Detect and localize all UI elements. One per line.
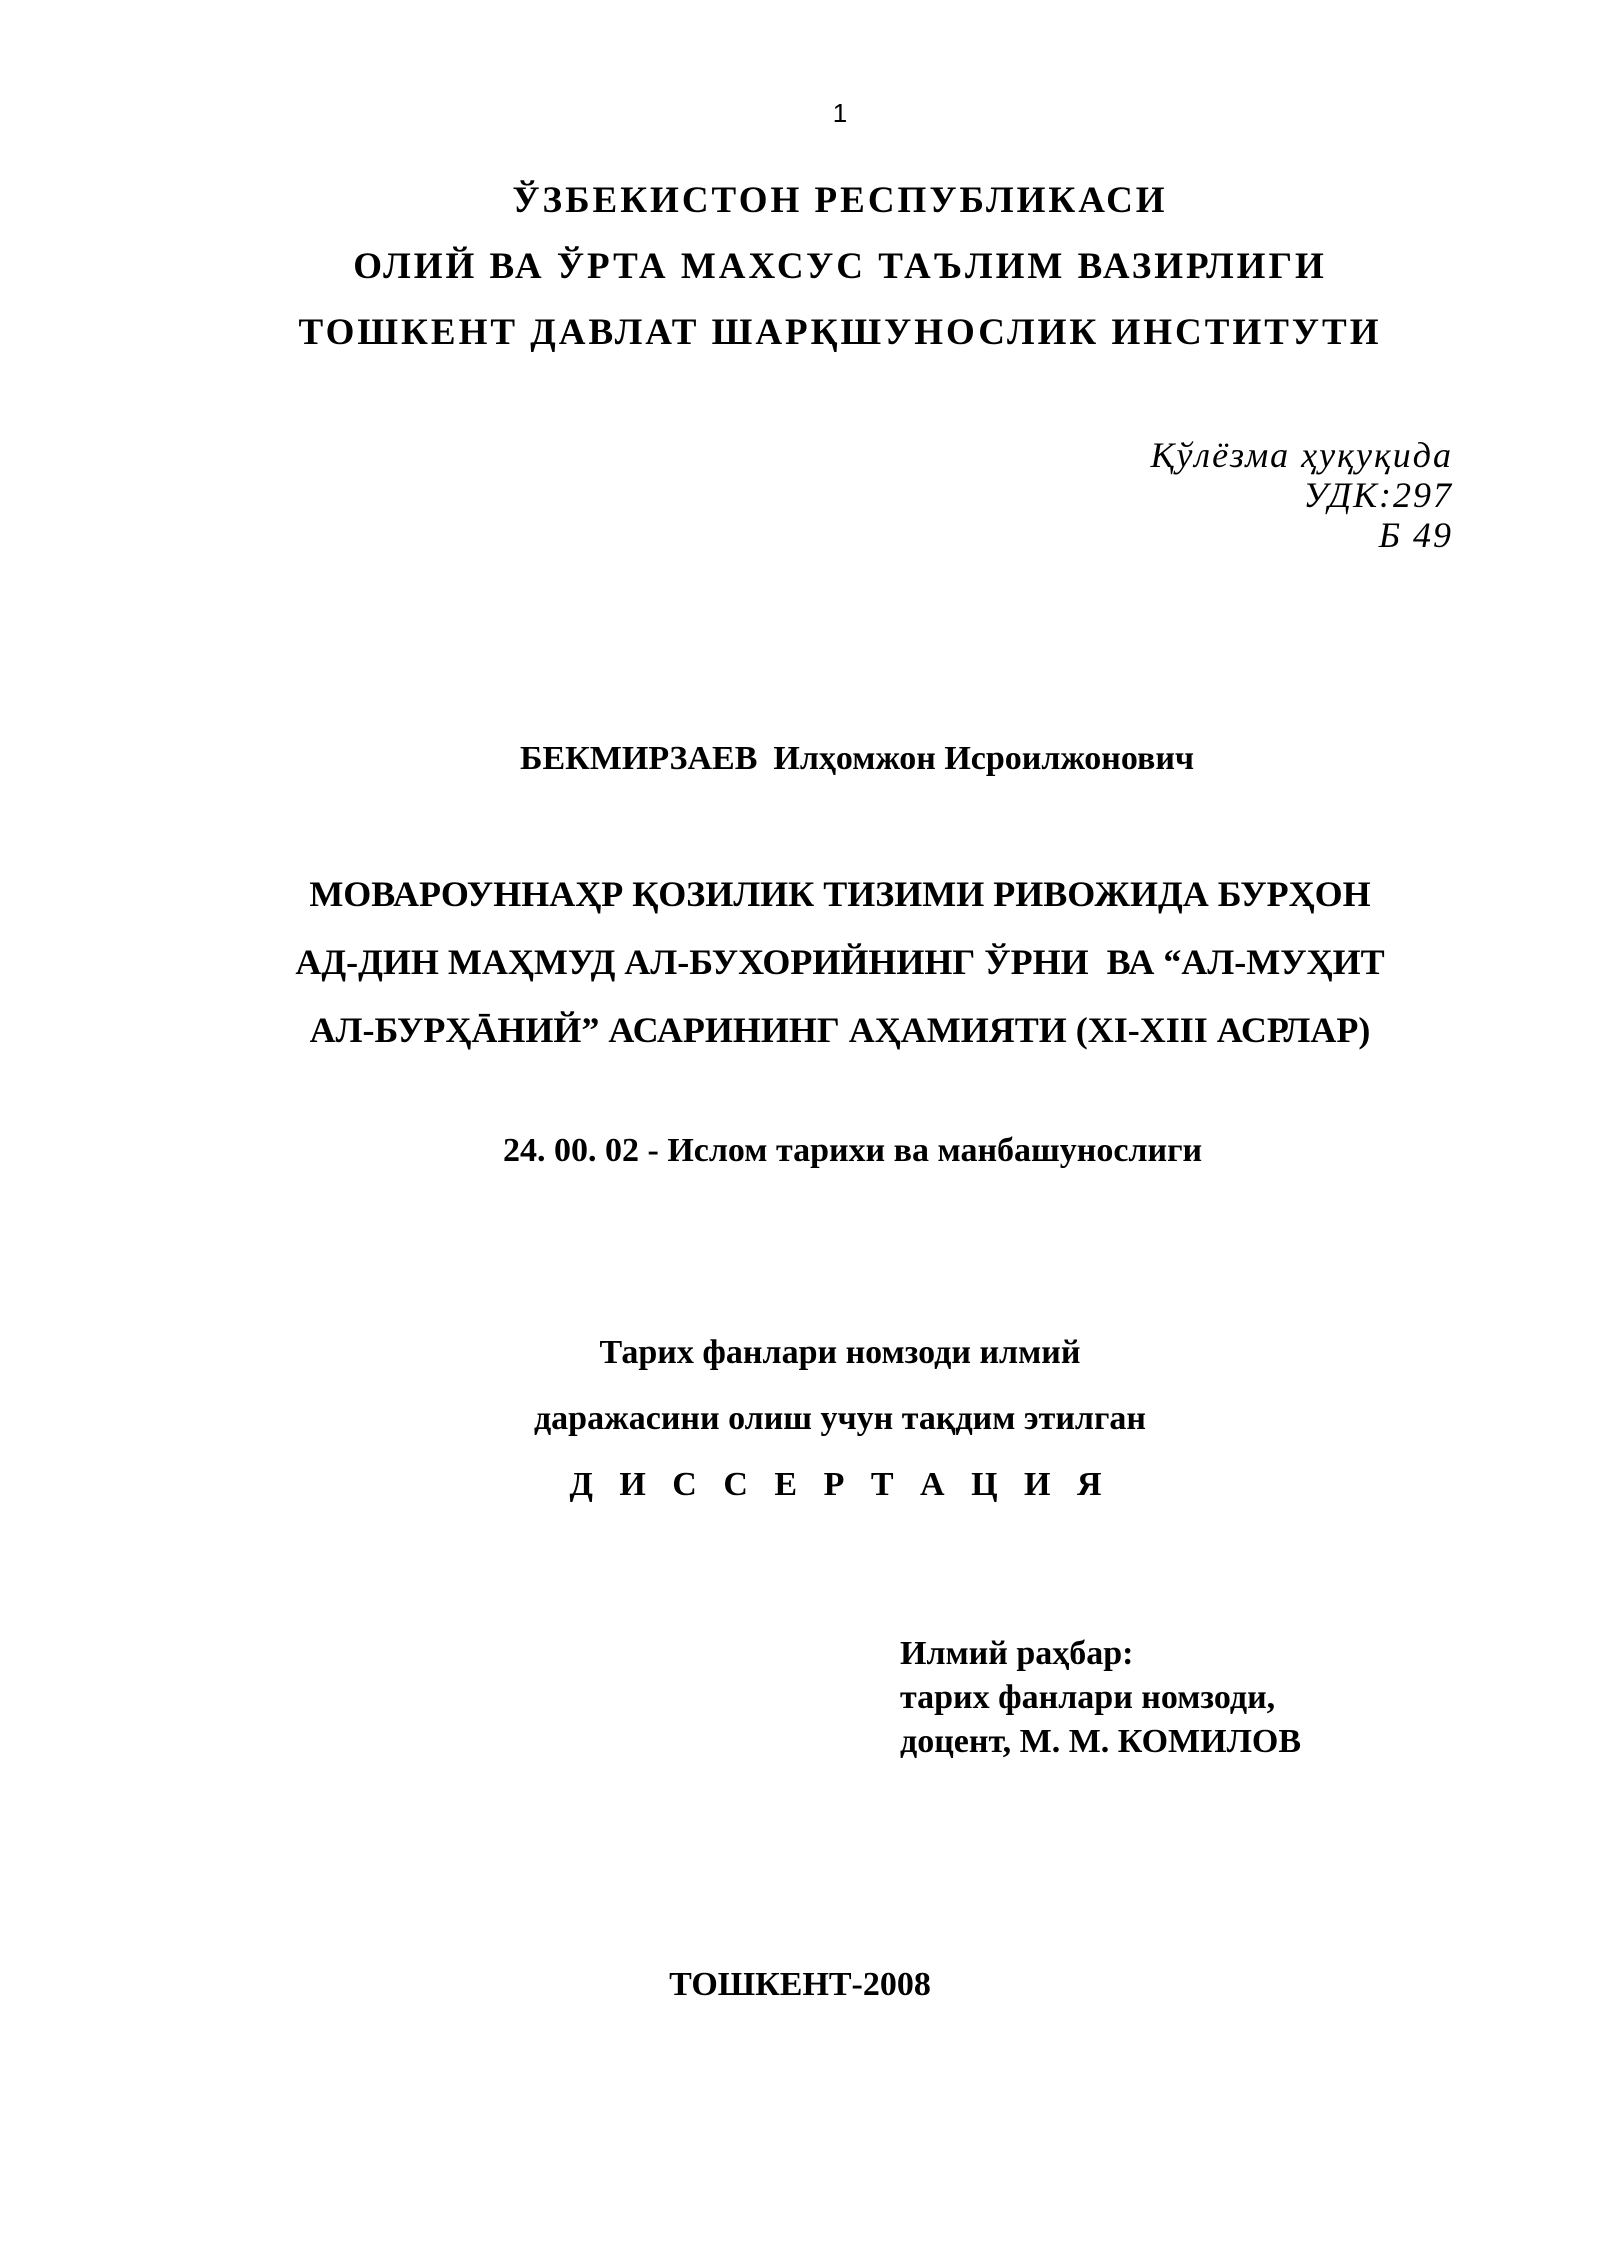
supervisor-name: доцент, М. М. КОМИЛОВ	[900, 1723, 1302, 1760]
header-line-republic: ЎЗБЕКИСТОН РЕСПУБЛИКАСИ	[512, 180, 1168, 221]
library-code: Б 49	[1378, 515, 1453, 555]
page-number: 1	[832, 98, 848, 128]
degree-line-1: Тарих фанлари номзоди илмий	[599, 1334, 1081, 1371]
udk-code: УДК:297	[1303, 475, 1453, 515]
degree-statement	[0, 1320, 1600, 1518]
author-surname: БЕКМИРЗАЕВ	[520, 740, 758, 777]
city-year: ТОШКЕНТ-2008	[669, 1966, 931, 2003]
institution-header	[0, 168, 1600, 366]
author-given-names: Илҳомжон Исроилжонович	[773, 740, 1195, 777]
dissertation-title	[0, 860, 1600, 1064]
header-line-institute: ТОШКЕНТ ДАВЛАТ ШАРҚШУНОСЛИК ИНСТИТУТИ	[298, 312, 1382, 353]
header-line-ministry: ОЛИЙ ВА ЎРТА МАХСУС ТАЪЛИМ ВАЗИРЛИГИ	[353, 246, 1327, 287]
supervisor-info	[900, 1632, 1301, 1764]
manuscript-stamp	[1150, 435, 1453, 555]
title-line-2: АД-ДИН МАҲМУД АЛ-БУХОРИЙНИНГ ЎРНИ ВА “АЛ-МУҲИТ	[295, 942, 1385, 982]
specialty-code: 24. 00. 02 - Ислом тарихи ва манбашунослиги	[503, 1132, 1203, 1169]
manuscript-rights-label: Қўлёзма ҳуқуқида	[1150, 435, 1453, 475]
title-line-1: МОВАРОУННАҲР ҚОЗИЛИК ТИЗИМИ РИВОЖИДА БУРҲОН	[309, 874, 1371, 914]
supervisor-degree: тарих фанлари номзоди,	[900, 1679, 1276, 1716]
supervisor-heading: Илмий раҳбар:	[900, 1635, 1134, 1672]
degree-line-2: даражасини олиш учун тақдим этилган	[533, 1400, 1147, 1437]
document-type-label: Д И С С Е Р Т А Ц И Я	[569, 1466, 1111, 1503]
author-name	[520, 740, 1194, 778]
title-line-3: АЛ-БУРҲĀНИЙ” АСАРИНИНГ АҲАМИЯТИ (XI-XIII АСРЛАР)	[309, 1010, 1371, 1050]
